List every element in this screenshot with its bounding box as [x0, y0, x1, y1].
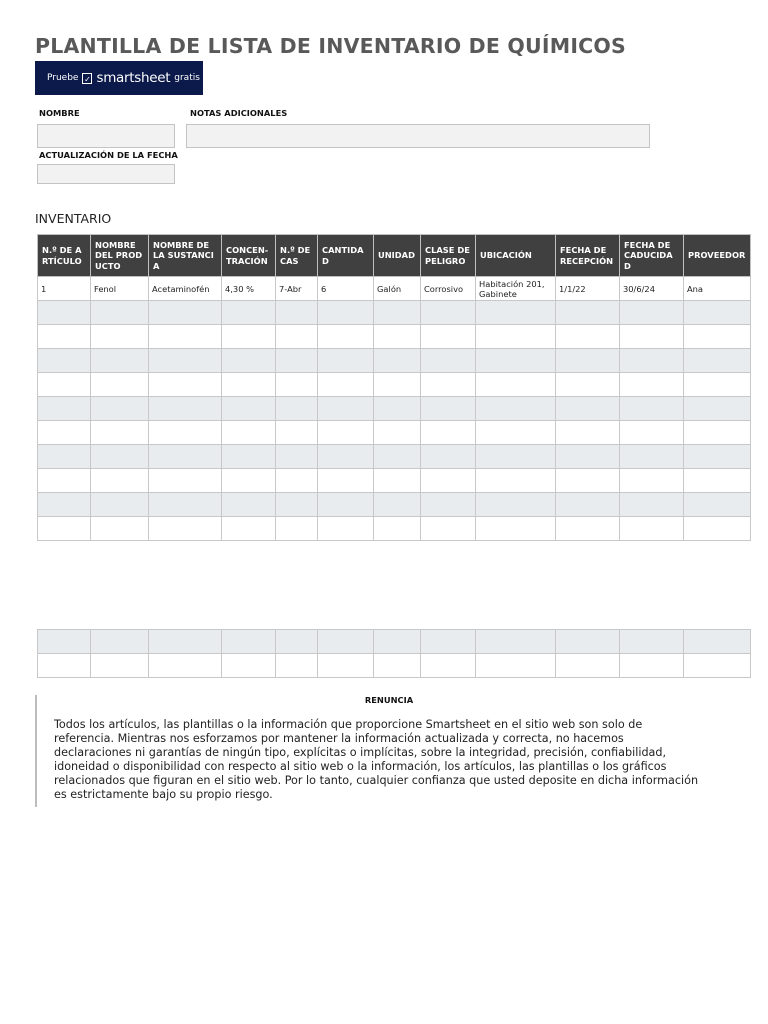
table-cell[interactable] — [149, 654, 222, 678]
table-cell[interactable] — [556, 397, 620, 421]
column-header: NOMBRE DE LA SUSTANCIA — [149, 235, 222, 277]
table-cell[interactable] — [149, 325, 222, 349]
column-header: CONCEN- TRACIÓN — [222, 235, 276, 277]
table-row — [38, 373, 751, 397]
table-cell[interactable] — [222, 654, 276, 678]
table-cell[interactable] — [476, 373, 556, 397]
table-cell[interactable]: 1/1/22 — [556, 277, 620, 301]
table-cell[interactable] — [149, 630, 222, 654]
table-cell[interactable] — [421, 493, 476, 517]
table-cell[interactable] — [38, 517, 91, 541]
table-cell[interactable] — [222, 421, 276, 445]
table-cell[interactable] — [222, 397, 276, 421]
table-cell[interactable] — [684, 325, 751, 349]
table-cell[interactable] — [318, 517, 374, 541]
smartsheet-trial-banner[interactable] — [35, 61, 203, 95]
table-cell[interactable] — [421, 301, 476, 325]
table-cell[interactable] — [374, 445, 421, 469]
table-cell[interactable] — [556, 325, 620, 349]
column-header: CANTIDAD — [318, 235, 374, 277]
table-cell[interactable]: Galón — [374, 277, 421, 301]
table-cell[interactable] — [91, 397, 149, 421]
table-cell[interactable] — [374, 517, 421, 541]
column-header: NOMBRE DEL PRODUCTO — [91, 235, 149, 277]
table-cell[interactable] — [276, 654, 318, 678]
table-cell[interactable] — [222, 349, 276, 373]
banner-suffix: gratis — [174, 73, 200, 83]
table-cell[interactable] — [421, 373, 476, 397]
smartsheet-logo-icon: ✓ — [84, 74, 91, 84]
table-cell[interactable] — [276, 349, 318, 373]
inventory-extra-table — [37, 629, 751, 678]
table-cell[interactable] — [276, 493, 318, 517]
table-cell[interactable] — [620, 421, 684, 445]
table-cell[interactable] — [149, 445, 222, 469]
table-cell[interactable] — [149, 301, 222, 325]
table-cell[interactable] — [91, 325, 149, 349]
table-row — [38, 493, 751, 517]
inventario-section-title: INVENTARIO — [35, 211, 112, 226]
table-cell[interactable] — [476, 493, 556, 517]
table-cell[interactable] — [318, 421, 374, 445]
table-cell[interactable] — [222, 301, 276, 325]
actualizacion-field[interactable] — [37, 164, 175, 184]
table-cell[interactable] — [421, 469, 476, 493]
table-cell[interactable] — [38, 493, 91, 517]
table-cell[interactable] — [318, 349, 374, 373]
table-cell[interactable]: Habitación 201, Gabinete — [476, 277, 556, 301]
table-cell[interactable] — [149, 421, 222, 445]
table-row — [38, 397, 751, 421]
table-cell[interactable] — [318, 325, 374, 349]
table-cell[interactable] — [91, 517, 149, 541]
table-row — [38, 349, 751, 373]
table-cell[interactable] — [556, 493, 620, 517]
notas-field[interactable] — [186, 124, 650, 148]
table-cell[interactable] — [374, 654, 421, 678]
table-cell[interactable] — [374, 349, 421, 373]
table-cell[interactable] — [620, 445, 684, 469]
table-cell[interactable] — [476, 469, 556, 493]
table-cell[interactable] — [276, 469, 318, 493]
banner-brand: smartsheet — [96, 70, 171, 86]
table-cell[interactable] — [556, 301, 620, 325]
page-title: PLANTILLA DE LISTA DE INVENTARIO DE QUÍMICOS — [35, 34, 626, 58]
table-cell[interactable] — [318, 445, 374, 469]
table-cell[interactable] — [556, 373, 620, 397]
table-row — [38, 445, 751, 469]
table-cell[interactable]: Ana — [684, 277, 751, 301]
table-cell[interactable] — [222, 373, 276, 397]
table-cell[interactable] — [149, 349, 222, 373]
table-cell[interactable] — [318, 301, 374, 325]
table-cell[interactable] — [684, 421, 751, 445]
disclaimer-text: Todos los artículos, las plantillas o la información que proporcione Smartsheet en el sitio web son solo de referencia. Mientras nos esforzamos por mantener la información actualizada y correcta, no hacemos declaraciones ni garantías de ningún tipo, explícitas o implícitas, sobre la integridad, precisión, confiabilidad, idoneidad o disponibilidad con respecto al sitio web o la información, los artículos, las plantillas o los gráficos relacionados que figuran en el sitio web. Por lo tanto, cualquier confianza que usted deposite en dicha información es estrictamente bajo su propio riesgo. — [54, 718, 699, 801]
table-cell[interactable] — [556, 445, 620, 469]
table-cell[interactable] — [476, 517, 556, 541]
table-cell[interactable] — [556, 630, 620, 654]
table-cell[interactable]: 4,30 % — [222, 277, 276, 301]
table-cell[interactable] — [374, 493, 421, 517]
table-cell[interactable] — [684, 469, 751, 493]
table-cell[interactable] — [476, 397, 556, 421]
table-cell[interactable] — [91, 654, 149, 678]
table-cell[interactable] — [318, 654, 374, 678]
table-cell[interactable] — [684, 654, 751, 678]
table-cell[interactable] — [91, 301, 149, 325]
column-header: PROVEEDOR — [684, 235, 751, 277]
table-cell[interactable] — [374, 397, 421, 421]
table-cell[interactable] — [38, 397, 91, 421]
table-cell[interactable] — [421, 325, 476, 349]
table-cell[interactable] — [476, 301, 556, 325]
table-row — [38, 421, 751, 445]
table-row — [38, 277, 751, 301]
table-cell[interactable] — [318, 373, 374, 397]
table-cell[interactable] — [38, 654, 91, 678]
table-row — [38, 301, 751, 325]
actualizacion-label: ACTUALIZACIÓN DE LA FECHA — [39, 150, 178, 160]
table-cell[interactable] — [684, 349, 751, 373]
table-cell[interactable] — [276, 301, 318, 325]
table-cell[interactable] — [374, 301, 421, 325]
table-cell[interactable] — [620, 630, 684, 654]
column-header: UBICACIÓN — [476, 235, 556, 277]
disclaimer-box — [35, 695, 741, 807]
table-cell[interactable] — [91, 421, 149, 445]
table-cell[interactable] — [91, 469, 149, 493]
table-cell[interactable]: 7-Abr — [276, 277, 318, 301]
table-cell[interactable] — [374, 469, 421, 493]
table-cell[interactable] — [684, 517, 751, 541]
table-cell[interactable]: Fenol — [91, 277, 149, 301]
table-cell[interactable] — [222, 517, 276, 541]
table-cell[interactable] — [556, 469, 620, 493]
table-cell[interactable]: 6 — [318, 277, 374, 301]
table-cell[interactable] — [276, 421, 318, 445]
table-cell[interactable] — [476, 349, 556, 373]
table-cell[interactable] — [276, 325, 318, 349]
table-cell[interactable] — [38, 349, 91, 373]
table-cell[interactable] — [421, 630, 476, 654]
table-cell[interactable]: Acetaminofén — [149, 277, 222, 301]
table-cell[interactable] — [684, 493, 751, 517]
table-cell[interactable] — [222, 469, 276, 493]
table-cell[interactable] — [620, 493, 684, 517]
table-cell[interactable] — [91, 349, 149, 373]
table-cell[interactable] — [556, 421, 620, 445]
table-cell[interactable] — [38, 469, 91, 493]
table-cell[interactable] — [38, 373, 91, 397]
table-cell[interactable] — [421, 421, 476, 445]
table-cell[interactable] — [276, 630, 318, 654]
table-cell[interactable] — [684, 445, 751, 469]
column-header: FECHA DE CADUCIDAD — [620, 235, 684, 277]
banner-prefix: Pruebe — [47, 73, 79, 83]
table-row — [38, 469, 751, 493]
table-cell[interactable] — [149, 469, 222, 493]
table-cell[interactable] — [276, 445, 318, 469]
column-header: N.º DE ARTÍCULO — [38, 235, 91, 277]
column-header: N.º DE CAS — [276, 235, 318, 277]
table-cell[interactable] — [684, 630, 751, 654]
nombre-label: NOMBRE — [39, 108, 80, 118]
table-cell[interactable] — [421, 397, 476, 421]
table-cell[interactable] — [374, 325, 421, 349]
table-cell[interactable] — [222, 445, 276, 469]
table-cell[interactable] — [318, 469, 374, 493]
disclaimer-title: RENUNCIA — [364, 695, 414, 705]
table-cell[interactable] — [374, 373, 421, 397]
table-cell[interactable]: 1 — [38, 277, 91, 301]
table-cell[interactable] — [684, 397, 751, 421]
table-cell[interactable] — [149, 373, 222, 397]
table-cell[interactable] — [421, 654, 476, 678]
table-cell[interactable] — [421, 445, 476, 469]
table-cell[interactable] — [91, 445, 149, 469]
table-cell[interactable] — [276, 517, 318, 541]
column-header: FECHA DE RECEPCIÓN — [556, 235, 620, 277]
table-row — [38, 325, 751, 349]
table-cell[interactable] — [38, 325, 91, 349]
table-cell[interactable] — [620, 469, 684, 493]
table-cell[interactable] — [684, 301, 751, 325]
table-cell[interactable] — [38, 301, 91, 325]
table-cell[interactable] — [149, 397, 222, 421]
inventory-table — [37, 234, 751, 541]
column-header: UNIDAD — [374, 235, 421, 277]
table-cell[interactable] — [620, 325, 684, 349]
nombre-field[interactable] — [37, 124, 175, 148]
table-row — [38, 517, 751, 541]
table-cell[interactable] — [318, 630, 374, 654]
table-cell[interactable] — [91, 630, 149, 654]
table-cell[interactable] — [620, 349, 684, 373]
column-header: CLASE DE PELIGRO — [421, 235, 476, 277]
table-cell[interactable] — [421, 349, 476, 373]
table-cell[interactable] — [149, 493, 222, 517]
table-cell[interactable] — [222, 493, 276, 517]
table-cell[interactable] — [374, 421, 421, 445]
table-cell[interactable] — [556, 349, 620, 373]
table-row — [38, 654, 751, 678]
table-cell[interactable] — [38, 421, 91, 445]
table-cell[interactable] — [476, 445, 556, 469]
table-cell[interactable]: Corrosivo — [421, 277, 476, 301]
table-row — [38, 630, 751, 654]
table-cell[interactable] — [620, 301, 684, 325]
table-cell[interactable] — [91, 493, 149, 517]
table-cell[interactable] — [476, 630, 556, 654]
table-cell[interactable] — [684, 373, 751, 397]
table-cell[interactable] — [374, 630, 421, 654]
table-cell[interactable] — [276, 397, 318, 421]
table-cell[interactable] — [318, 493, 374, 517]
table-cell[interactable] — [476, 421, 556, 445]
notas-label: NOTAS ADICIONALES — [190, 108, 288, 118]
table-cell[interactable] — [476, 325, 556, 349]
table-cell[interactable] — [276, 373, 318, 397]
table-cell[interactable] — [620, 654, 684, 678]
table-cell[interactable] — [556, 517, 620, 541]
table-header-row — [38, 235, 751, 277]
table-cell[interactable] — [476, 654, 556, 678]
table-cell[interactable] — [620, 397, 684, 421]
table-cell[interactable] — [38, 445, 91, 469]
table-cell[interactable] — [620, 517, 684, 541]
table-cell[interactable] — [556, 654, 620, 678]
table-cell[interactable] — [318, 397, 374, 421]
table-cell[interactable] — [38, 630, 91, 654]
table-cell[interactable] — [149, 517, 222, 541]
table-cell[interactable] — [620, 373, 684, 397]
table-cell[interactable] — [91, 373, 149, 397]
table-cell[interactable]: 30/6/24 — [620, 277, 684, 301]
table-cell[interactable] — [222, 325, 276, 349]
table-cell[interactable] — [222, 630, 276, 654]
table-cell[interactable] — [421, 517, 476, 541]
